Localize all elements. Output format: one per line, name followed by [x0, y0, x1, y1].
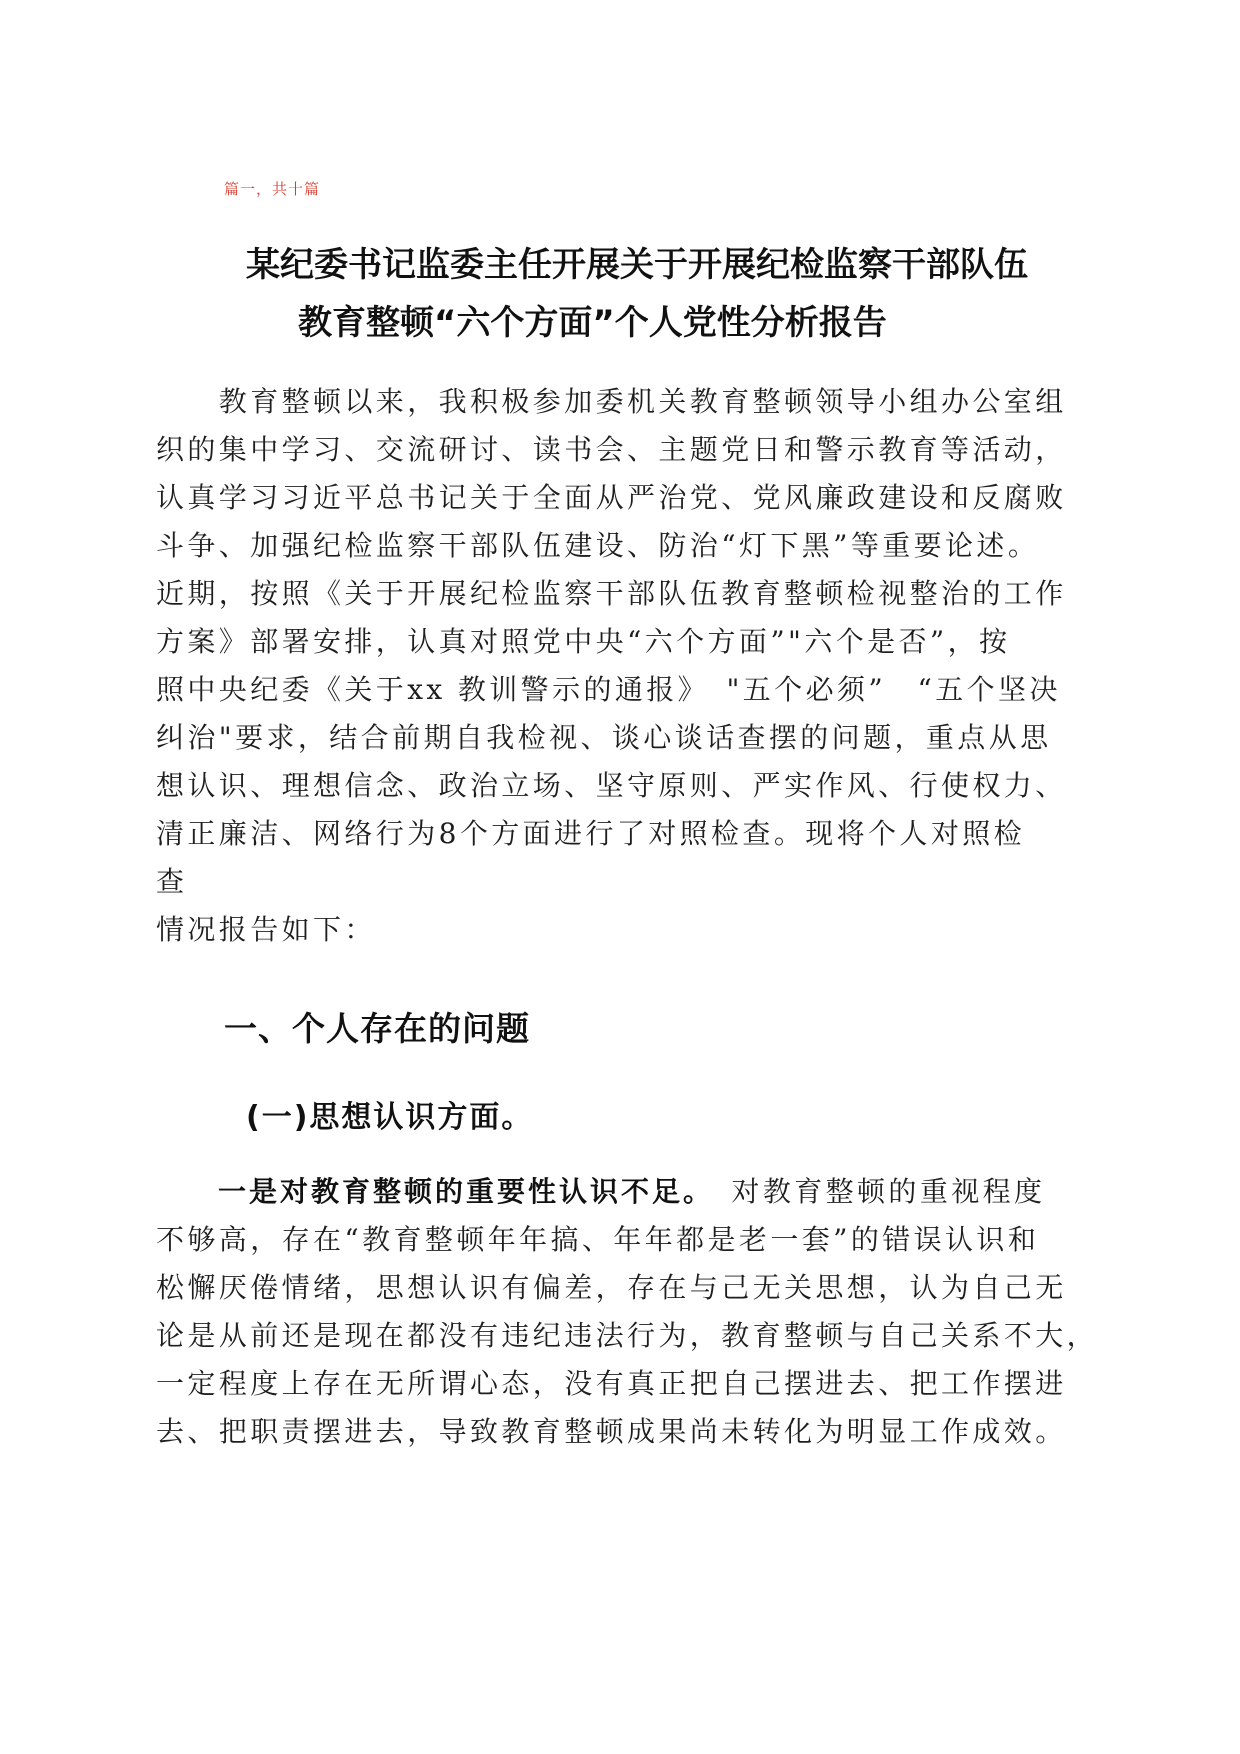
text-line: 去、把职责摆进去，导致教育整顿成果尚未转化为明显工作成效。 [156, 1415, 1067, 1448]
text-line: 想认识、理想信念、政治立场、坚守原则、严实作风、行使权力、 [156, 769, 1067, 802]
point-paragraph [156, 1168, 1106, 1456]
text-line: 清正廉洁、网络行为8个方面进行了对照检查。现将个人对照检 [156, 817, 1026, 850]
text-line: 不够高，存在“教育整顿年年搞、年年都是老一套”的错误认识和 [156, 1223, 1040, 1256]
text-line: 纠治"要求，结合前期自我检视、谈心谈话查摆的问题，重点从思 [156, 721, 1052, 754]
section-heading: 一、个人存在的问题 [224, 1009, 530, 1048]
text-line: 斗争、加强纪检监察干部队伍建设、防治“灯下黑”等重要论述。 [156, 529, 1040, 562]
text-line: 照中央纪委《关于xx 教训警示的通报》 "五个必须” “五个坚决 [156, 673, 1061, 706]
text-line: 认真学习习近平总书记关于全面从严治党、党风廉政建设和反腐败 [156, 481, 1067, 514]
document-title [150, 236, 1120, 352]
text-line [156, 1168, 1106, 1216]
text-line: 松懈厌倦情绪，思想认识有偏差，存在与己无关思想，认为自己无 [156, 1271, 1067, 1304]
text-line: 织的集中学习、交流研讨、读书会、主题党日和警示教育等活动， [156, 433, 1067, 466]
text-line: 情况报告如下： [156, 913, 376, 946]
subsection-heading: (一)思想认识方面。 [246, 1100, 534, 1135]
point-first-line-rest: 对教育整顿的重视程度 [700, 1175, 1046, 1208]
series-note: 篇一，共十篇 [224, 180, 321, 198]
text-line: 方案》部署安排，认真对照党中央“六个方面”"六个是否”，按 [156, 625, 1011, 658]
text-line: 一定程度上存在无所谓心态，没有真正把自己摆进去、把工作摆进 [156, 1367, 1067, 1400]
point-lead: 一是对教育整顿的重要性认识不足。 [156, 1175, 701, 1208]
intro-paragraph [156, 378, 1106, 954]
title-line-2: 教育整顿“六个方面”个人党性分析报告 [298, 303, 887, 343]
text-line: 论是从前还是现在都没有违纪违法行为，教育整顿与自己关系不大， [156, 1319, 1099, 1352]
title-line-1: 某纪委书记监委主任开展关于开展纪检监察干部队伍 [246, 245, 1028, 285]
text-line: 教育整顿以来，我积极参加委机关教育整顿领导小组办公室组 [156, 385, 1067, 418]
text-line: 近期，按照《关于开展纪检监察干部队伍教育整顿检视整治的工作 [156, 577, 1067, 610]
text-line: 查 [156, 865, 188, 898]
